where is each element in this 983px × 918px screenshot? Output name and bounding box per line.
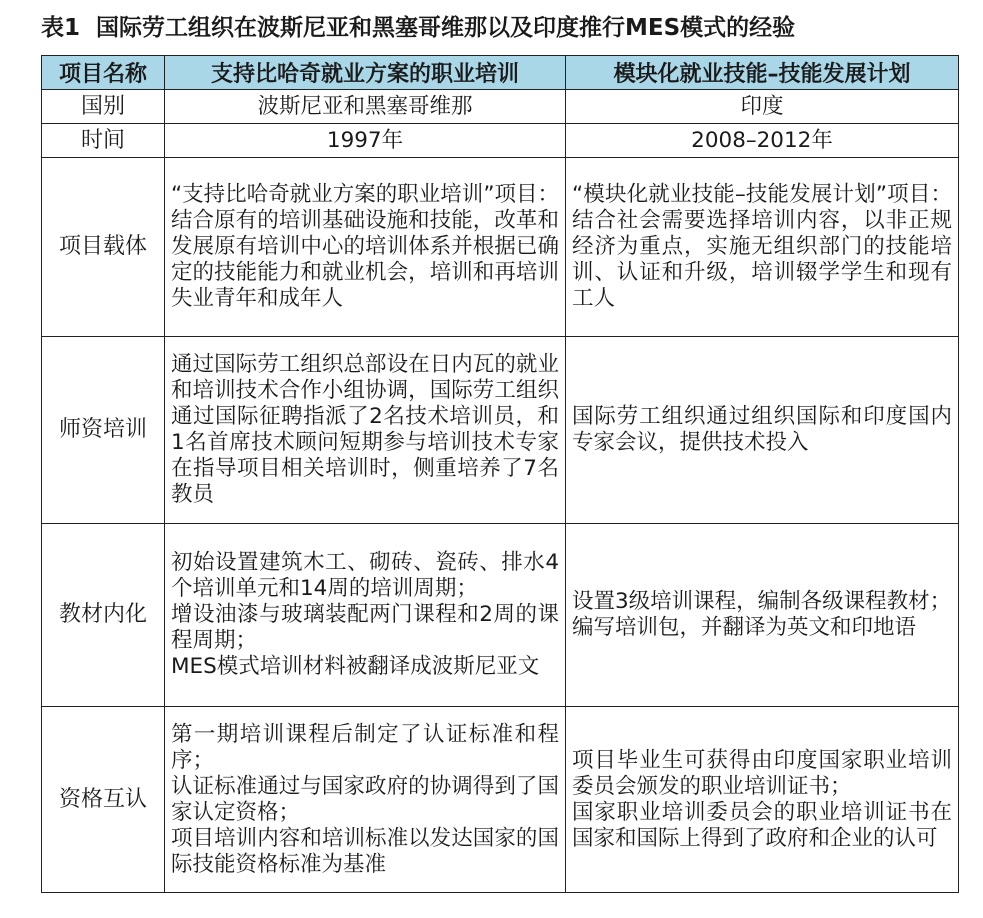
cell-carrier-bih: “支持比哈奇就业方案的职业培训”项目：结合原有的培训基础设施和技能，改革和发展原有培训中心的培训体系并根据已确定的技能能力和就业机会，培训和再培训失业青年和成年人	[165, 158, 566, 337]
cell-line: 项目毕业生可获得由印度国家职业培训委员会颁发的职业培训证书；	[572, 747, 952, 799]
cell-line: 增设油漆与玻璃装配两门课程和2周的课程周期；	[171, 602, 559, 653]
table-row	[42, 124, 959, 158]
cell-country-india: 印度	[566, 90, 959, 124]
row-label-time: 时间	[42, 124, 165, 158]
table-title: 国际劳工组织在波斯尼亚和黑塞哥维那以及印度推行MES模式的经验	[96, 15, 796, 41]
table-caption	[41, 8, 795, 48]
comparison-table	[41, 55, 959, 893]
cell-time-bih: 1997年	[165, 124, 566, 158]
table-row	[42, 524, 959, 707]
cell-recognition-bih	[165, 707, 566, 893]
row-label-mutual-recognition: 资格互认	[42, 707, 165, 893]
cell-line: 项目培训内容和培训标准以发达国家的国际技能资格标准为基准	[171, 825, 559, 877]
cell-line: 认证标准通过与国家政府的协调得到了国家认定资格；	[171, 773, 559, 825]
table-number: 表1	[41, 15, 81, 41]
header-bihac-program: 支持比哈奇就业方案的职业培训	[165, 56, 566, 90]
header-row	[42, 56, 959, 90]
cell-line: MES模式培训材料被翻译成波斯尼亚文	[171, 654, 540, 679]
cell-materials-bih	[165, 524, 566, 707]
cell-recognition-india	[566, 707, 959, 893]
cell-teacher-training-india: 国际劳工组织通过组织国际和印度国内专家会议，提供技术投入	[566, 337, 959, 524]
cell-materials-india	[566, 524, 959, 707]
header-project-name: 项目名称	[42, 56, 165, 90]
cell-line: 设置3级培训课程，编制各级课程教材；	[572, 589, 952, 614]
cell-line: 第一期培训课程后制定了认证标准和程序；	[171, 721, 559, 773]
table-row	[42, 90, 959, 124]
cell-time-india: 2008–2012年	[566, 124, 959, 158]
cell-line: 国家职业培训委员会的职业培训证书在国家和国际上得到了政府和企业的认可	[572, 799, 952, 851]
cell-teacher-training-bih: 通过国际劳工组织总部设在日内瓦的就业和培训技术合作小组协调，国际劳工组织通过国际征聘指派了2名技术培训员，和1名首席技术顾问短期参与培训技术专家在指导项目相关培训时，侧重培养了7名教员	[165, 337, 566, 524]
table-row	[42, 158, 959, 337]
table-row	[42, 707, 959, 893]
row-label-country: 国别	[42, 90, 165, 124]
row-label-teacher-training: 师资培训	[42, 337, 165, 524]
cell-carrier-india: “模块化就业技能–技能发展计划”项目：结合社会需要选择培训内容，以非正规经济为重点，实施无组织部门的技能培训、认证和升级，培训辍学学生和现有工人	[566, 158, 959, 337]
table-row	[42, 337, 959, 524]
cell-line: 编写培训包，并翻译为英文和印地语	[572, 615, 917, 640]
cell-country-bih: 波斯尼亚和黑塞哥维那	[165, 90, 566, 124]
row-label-carrier: 项目载体	[42, 158, 165, 337]
row-label-materials: 教材内化	[42, 524, 165, 707]
cell-line: 初始设置建筑木工、砌砖、瓷砖、排水4个培训单元和14周的培训周期；	[171, 550, 559, 601]
header-india-program: 模块化就业技能–技能发展计划	[566, 56, 959, 90]
